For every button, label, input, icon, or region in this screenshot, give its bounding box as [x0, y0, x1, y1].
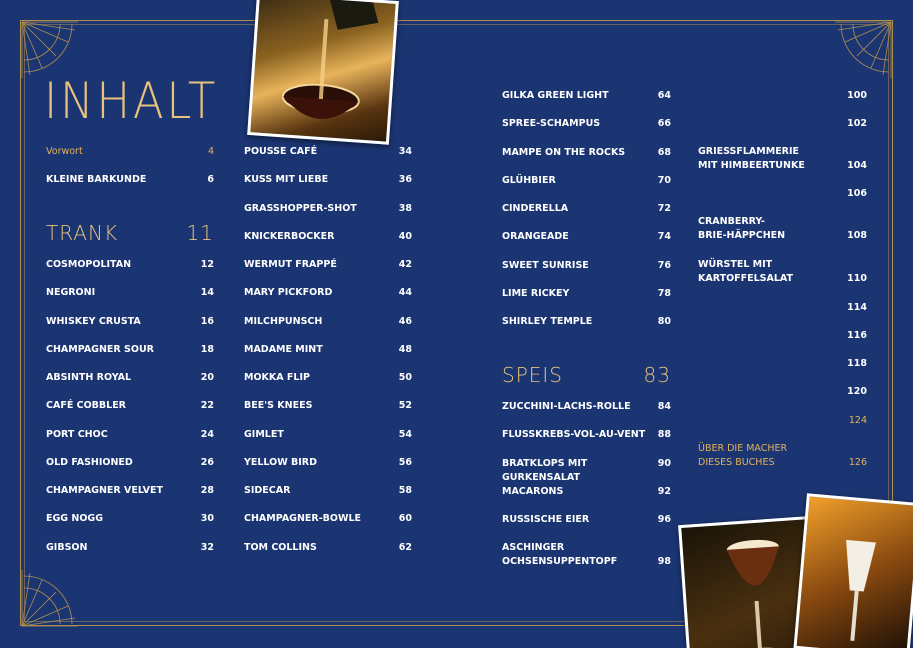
toc-entry-page: 30 — [200, 513, 214, 525]
toc-entry-page: 24 — [200, 428, 214, 440]
toc-entry-label-line: ÜBER DIE MACHER — [698, 443, 788, 454]
toc-entry-label: WERMUT FRAPPÉ — [244, 259, 337, 270]
toc-entry-label — [698, 215, 843, 243]
toc-entry — [46, 173, 214, 187]
toc-entry — [244, 230, 412, 244]
toc-entry-page: 50 — [398, 372, 412, 383]
toc-entry-page: 36 — [398, 174, 412, 186]
toc-entry-label — [698, 442, 843, 470]
toc-entry — [698, 215, 867, 243]
toc-entry-label-line: MIT HIMBEERTUNKE — [698, 160, 805, 171]
toc-entry — [244, 512, 412, 526]
page-title: INHALT — [44, 72, 219, 130]
toc-entry-page: 116 — [847, 330, 867, 341]
toc-entry-label: ZUCCHINI-LACHS-ROLLE — [502, 401, 631, 412]
section-heading-speis — [502, 364, 671, 386]
toc-entry — [46, 428, 214, 442]
toc-entry — [46, 315, 214, 329]
toc-entry-page: 34 — [398, 146, 412, 157]
toc-entry-label: WHISKEY CRUSTA — [46, 315, 141, 327]
toc-entry-label: CHAMPAGNER SOUR — [46, 343, 154, 355]
toc-entry — [698, 385, 867, 399]
toc-entry-label: MACARONS — [502, 485, 564, 497]
toc-entry-label: BEE'S KNEES — [244, 400, 313, 412]
toc-entry-page: 70 — [657, 174, 671, 186]
toc-entry-page: 28 — [200, 485, 214, 496]
toc-entry — [244, 456, 412, 470]
toc-entry — [502, 485, 671, 499]
corner-ornament-icon — [20, 20, 80, 80]
toc-entry — [698, 329, 867, 343]
toc-entry-page: 18 — [200, 343, 214, 355]
toc-entry-page: 48 — [398, 343, 412, 355]
toc-entry-page: 74 — [657, 231, 671, 243]
toc-entry-label: YELLOW BIRD — [244, 456, 317, 468]
toc-entry — [502, 400, 671, 414]
toc-entry-label: SPREE-SCHAMPUS — [502, 118, 601, 130]
toc-entry — [46, 286, 214, 300]
toc-entry — [46, 258, 214, 272]
toc-entry — [698, 414, 867, 428]
toc-entry-label: NEGRONI — [46, 287, 96, 299]
toc-entry-label: CHAMPAGNER VELVET — [46, 485, 163, 496]
section-label: TRANK — [46, 221, 119, 245]
toc-entry-label: GILKA GREEN LIGHT — [502, 90, 609, 101]
toc-entry-page: 118 — [847, 358, 867, 369]
toc-entry-page: 58 — [398, 485, 412, 496]
toc-entry — [46, 343, 214, 357]
toc-entry-page: 90 — [657, 457, 671, 469]
toc-entry — [502, 202, 671, 216]
toc-entry-page: 124 — [848, 415, 867, 426]
toc-entry-label — [502, 541, 647, 569]
toc-entry — [46, 399, 214, 413]
toc-entry — [502, 428, 671, 442]
toc-entry-label: POUSSE CAFÉ — [244, 146, 318, 157]
toc-entry — [698, 145, 867, 173]
toc-entry-page: 120 — [847, 386, 867, 397]
toc-entry — [46, 484, 214, 498]
toc-entry — [46, 371, 214, 385]
toc-entry — [244, 173, 412, 187]
toc-entry-label: CINDERELLA — [502, 203, 569, 214]
cocktail-pour-photo — [247, 0, 399, 145]
toc-entry — [46, 145, 214, 159]
toc-entry-page: 38 — [398, 202, 412, 214]
toc-entry — [698, 258, 867, 286]
cream-cocktail-photo — [793, 493, 913, 648]
toc-entry-page: 102 — [847, 118, 867, 129]
toc-entry-page: 14 — [200, 287, 214, 299]
toc-entry — [502, 174, 671, 188]
toc-entry — [698, 117, 867, 131]
toc-entry-label: PORT CHOC — [46, 428, 108, 440]
toc-entry — [502, 230, 671, 244]
toc-entry-label-line: KARTOFFELSALAT — [698, 273, 794, 284]
toc-entry-page: 84 — [657, 401, 671, 412]
toc-entry — [244, 286, 412, 300]
toc-entry-page: 16 — [200, 315, 214, 327]
toc-entry — [502, 457, 671, 485]
toc-entry-label: GRASSHOPPER-SHOT — [244, 202, 357, 214]
toc-entry-label: SIDECAR — [244, 485, 291, 496]
toc-entry — [244, 145, 412, 159]
toc-entry-page: 54 — [398, 428, 412, 440]
toc-entry — [502, 315, 671, 329]
toc-entry-label: TOM COLLINS — [244, 541, 317, 553]
toc-entry-label — [698, 145, 843, 173]
section-label: SPEIS — [502, 363, 563, 387]
toc-entry-label: GIMLET — [244, 428, 284, 440]
toc-entry-label: KNICKERBOCKER — [244, 230, 335, 242]
toc-entry — [698, 357, 867, 371]
toc-entry-label: SWEET SUNRISE — [502, 259, 589, 271]
toc-entry-page: 4 — [207, 146, 214, 157]
toc-entry — [698, 89, 867, 103]
toc-entry-label: RUSSISCHE EIER — [502, 514, 590, 525]
toc-entry-label: FLUSSKREBS-VOL-AU-VENT — [502, 429, 646, 441]
toc-entry-page: 76 — [657, 259, 671, 271]
toc-entry-label: MADAME MINT — [244, 343, 323, 355]
toc-entry — [46, 541, 214, 555]
toc-entry-label — [698, 258, 843, 286]
toc-entry-page: 12 — [200, 259, 214, 270]
toc-entry-page: 52 — [398, 400, 412, 412]
toc-entry-label: ORANGEADE — [502, 231, 569, 243]
corner-ornament-icon — [20, 568, 80, 628]
toc-entry-page: 100 — [847, 90, 867, 101]
toc-entry-page: 22 — [200, 400, 214, 412]
toc-entry — [502, 117, 671, 131]
toc-entry-page: 40 — [398, 230, 412, 242]
toc-entry-label: COSMOPOLITAN — [46, 259, 132, 270]
toc-entry-label: GIBSON — [46, 541, 88, 553]
toc-entry — [244, 399, 412, 413]
toc-entry-label: CAFÉ COBBLER — [46, 400, 126, 412]
toc-entry — [502, 541, 671, 569]
toc-entry-page: 26 — [200, 456, 214, 468]
toc-entry-page: 88 — [657, 429, 671, 441]
toc-entry-page: 110 — [847, 273, 867, 284]
toc-entry-label-line: CRANBERRY- — [698, 216, 765, 227]
toc-entry-page: 42 — [398, 259, 412, 270]
toc-entry — [244, 202, 412, 216]
section-page: 11 — [186, 221, 214, 245]
toc-entry — [244, 484, 412, 498]
section-page: 83 — [643, 363, 671, 387]
toc-entry-label: MARY PICKFORD — [244, 287, 333, 299]
toc-entry — [698, 301, 867, 315]
toc-entry-page: 108 — [847, 230, 867, 241]
toc-entry-page: 126 — [848, 457, 867, 468]
toc-entry-page: 60 — [398, 513, 412, 525]
toc-entry-label: SHIRLEY TEMPLE — [502, 316, 593, 327]
toc-entry-page: 68 — [657, 146, 671, 158]
toc-entry-page: 114 — [847, 302, 867, 313]
toc-entry-label-line: DIESES BUCHES — [698, 457, 775, 468]
toc-entry-page: 98 — [657, 556, 671, 568]
toc-entry — [502, 89, 671, 103]
toc-entry-label: EGG NOGG — [46, 513, 104, 525]
toc-entry — [502, 513, 671, 527]
toc-entry-label: MAMPE ON THE ROCKS — [502, 146, 626, 158]
toc-entry-label-line: OCHSENSUPPENTOPF — [502, 556, 618, 568]
toc-entry-page: 78 — [657, 287, 671, 299]
toc-entry — [502, 287, 671, 301]
toc-entry — [244, 343, 412, 357]
toc-entry — [698, 187, 867, 201]
toc-entry — [244, 258, 412, 272]
toc-entry-label-line: GRIESSFLAMMERIE — [698, 146, 800, 157]
toc-entry — [502, 146, 671, 160]
toc-entry-label: MILCHPUNSCH — [244, 315, 323, 327]
toc-entry — [46, 512, 214, 526]
toc-entry-page: 56 — [398, 456, 412, 468]
toc-entry-page: 72 — [657, 203, 671, 214]
toc-entry-label: ABSINTH ROYAL — [46, 372, 132, 383]
toc-entry-label-line: WÜRSTEL MIT — [698, 259, 773, 270]
toc-entry-label: GLÜHBIER — [502, 174, 556, 186]
toc-entry — [698, 442, 867, 470]
toc-entry-page: 92 — [657, 485, 671, 497]
toc-entry-page: 6 — [207, 174, 214, 185]
toc-entry-page: 80 — [657, 316, 671, 327]
toc-entry-label-line: BRIE-HÄPPCHEN — [698, 230, 786, 241]
toc-entry-page: 106 — [847, 188, 867, 199]
toc-entry-page: 104 — [847, 160, 867, 171]
toc-entry — [244, 428, 412, 442]
section-heading-trank — [46, 222, 214, 244]
toc-entry-page: 32 — [200, 541, 214, 553]
toc-entry — [46, 456, 214, 470]
toc-entry-label: BRATKLOPS MIT GURKENSALAT — [502, 457, 588, 483]
toc-entry-page: 64 — [657, 90, 671, 101]
toc-entry — [244, 541, 412, 555]
toc-entry-label-line: ASCHINGER — [502, 542, 565, 554]
toc-entry-page: 62 — [398, 541, 412, 553]
toc-entry — [502, 259, 671, 273]
toc-entry-label: KUSS MIT LIEBE — [244, 174, 329, 186]
toc-entry-label: CHAMPAGNER-BOWLE — [244, 513, 362, 525]
toc-entry-page: 44 — [398, 287, 412, 299]
toc-entry-page: 46 — [398, 315, 412, 327]
toc-entry-page: 20 — [200, 372, 214, 383]
toc-entry-page: 66 — [657, 118, 671, 130]
toc-entry-label: MOKKA FLIP — [244, 372, 310, 383]
toc-entry-label: Vorwort — [46, 146, 83, 157]
toc-entry-label: OLD FASHIONED — [46, 456, 133, 468]
toc-entry — [244, 371, 412, 385]
toc-entry-page: 96 — [657, 514, 671, 525]
toc-entry — [244, 315, 412, 329]
toc-entry-label: KLEINE BARKUNDE — [46, 174, 147, 185]
toc-entry-label: LIME RICKEY — [502, 287, 570, 299]
corner-ornament-icon — [833, 20, 893, 80]
